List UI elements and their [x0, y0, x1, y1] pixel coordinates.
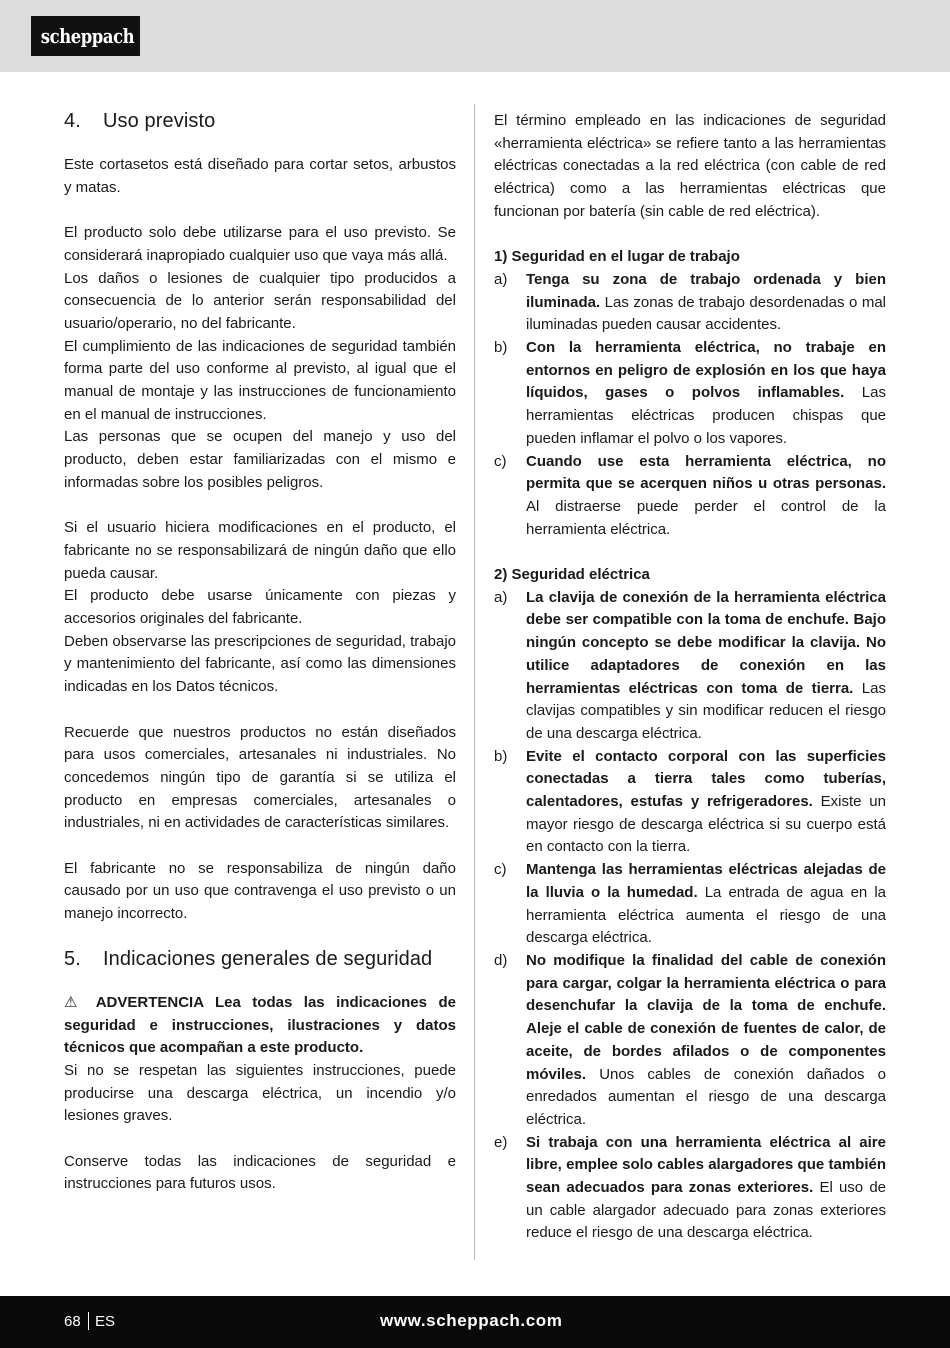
paragraph: Conserve todas las indicaciones de seguridad e instrucciones para futuros usos. — [64, 1152, 456, 1193]
right-column — [494, 110, 886, 1245]
list-item — [494, 950, 886, 1132]
paragraph: Recuerde que nuestros productos no están diseñados para usos comerciales, artesanales ni industriales. No concedemos ningún tipo de garantía si se utiliza el producto en empresas comerciales, artesanales o industriales, ni en actividades de características similares. — [64, 723, 456, 832]
item-label: e) — [494, 1133, 508, 1151]
paragraph: Este cortasetos está diseñado para cortar setos, arbustos y matas. — [64, 156, 456, 196]
paragraph: Si el usuario hiciera modificaciones en el producto, el fabricante no se responsabilizará de ningún daño que ello pueda causar. — [64, 519, 456, 582]
section-number: 4. — [64, 110, 81, 132]
paragraph: El término empleado en las indicaciones de seguridad «herramienta eléctrica» se refiere tanto a las herramientas eléctricas conectadas a la red eléctrica (con cable de red eléctrica) como a las herramientas eléctricas que funcionan por batería (sin cable de red eléctrica). — [494, 112, 886, 220]
item-text: Al distraerse puede perder el control de la herramienta eléctrica. — [526, 497, 886, 538]
item-label: c) — [494, 452, 507, 470]
list-item — [494, 746, 886, 860]
warning-text: ADVERTENCIA Lea todas las indicaciones de seguridad e instrucciones, ilustraciones y datos técnicos que acompañan a este producto. — [64, 993, 456, 1057]
item-text: Unos cables de conexión dañados o enredados aumentan el riesgo de una descarga eléctrica. — [526, 1065, 886, 1128]
item-bold: Con la herramienta eléctrica, no trabaje en entornos en peligro de explosión en los que haya líquidos, gases o polvos inflamables. — [526, 339, 886, 402]
item-label: a) — [494, 270, 508, 288]
item-label: b) — [494, 747, 508, 765]
list-electrical-safety — [494, 587, 886, 1245]
list-item — [494, 859, 886, 950]
section-title: Uso previsto — [103, 110, 216, 132]
paragraph: El producto debe usarse únicamente con piezas y accesorios originales del fabricante. — [64, 587, 456, 628]
website-link[interactable]: www.scheppach.com — [380, 1311, 563, 1330]
warning-paragraph — [64, 992, 456, 1060]
item-bold: Si trabaja con una herramienta eléctrica al aire libre, emplee solo cables alargadores que también sean adecuados para zonas exteriores. — [526, 1133, 886, 1197]
page-number: 68 — [64, 1313, 81, 1330]
section-4-heading — [64, 108, 456, 134]
section-5-heading — [64, 946, 456, 972]
language-code: ES — [95, 1313, 116, 1330]
subsection-heading: 2) Seguridad eléctrica — [494, 566, 650, 584]
item-label: c) — [494, 861, 507, 879]
list-workplace-safety — [494, 269, 886, 541]
item-bold: La clavija de conexión de la herramienta eléctrica debe ser compatible con la toma de enchufe. Bajo ningún concepto se debe modificar la clavija. No utilice adaptadores de conexión en las herramientas eléctricas con toma de tierra. — [526, 588, 886, 697]
warning-triangle-icon: ⚠ — [64, 993, 85, 1011]
item-text: La entrada de agua en la herramienta eléctrica aumenta el riesgo de una descarga eléctrica. — [526, 883, 886, 947]
section-title: Indicaciones generales de seguridad — [103, 947, 433, 970]
logo-text: scheppach — [40, 24, 135, 48]
item-text: Existe un mayor riesgo de descarga eléctrica si su cuerpo está en contacto con la tierra. — [526, 793, 886, 856]
list-item — [494, 451, 886, 542]
item-bold: Cuando use esta herramienta eléctrica, no permita que se acerquen niños u otras personas. — [526, 452, 886, 493]
paragraph: Las personas que se ocupen del manejo y uso del producto, deben estar familiarizadas con el mismo e informadas sobre los posibles peligros. — [64, 428, 456, 491]
scheppach-logo — [31, 16, 140, 56]
paragraph: El cumplimiento de las indicaciones de seguridad también forma parte del uso conforme al previsto, al igual que el manual de montaje y las instrucciones de funcionamiento en el manual de instrucciones. — [64, 337, 456, 423]
item-text: Las herramientas eléctricas producen chispas que pueden inflamar el polvo o los vapores. — [526, 384, 886, 447]
item-bold: Tenga su zona de trabajo ordenada y bien iluminada. — [526, 270, 886, 311]
paragraph: El fabricante no se responsabiliza de ningún daño causado por un uso que contravenga el uso previsto o un manejo incorrecto. — [64, 859, 456, 923]
list-item — [494, 269, 886, 337]
item-label: a) — [494, 588, 508, 606]
paragraph: Si no se respetan las siguientes instrucciones, puede producirse una descarga eléctrica, un incendio y/o lesiones graves. — [64, 1061, 456, 1125]
item-text: El uso de un cable alargador adecuado para zonas exteriores reduce el riesgo de una descarga eléctrica. — [526, 1179, 886, 1242]
item-bold: Evite el contacto corporal con las superficies conectadas a tierra tales como tuberías, calentadores, estufas y refrigeradores. — [526, 747, 886, 811]
page-header — [0, 0, 950, 72]
page-footer — [0, 1296, 950, 1348]
section-number: 5. — [64, 947, 81, 970]
footer-separator — [88, 1312, 89, 1330]
item-label: d) — [494, 951, 508, 969]
subsection-heading: 1) Seguridad en el lugar de trabajo — [494, 248, 740, 266]
item-bold: Mantenga las herramientas eléctricas alejadas de la lluvia o la humedad. — [526, 861, 886, 901]
item-label: b) — [494, 339, 508, 357]
column-divider — [474, 104, 475, 1260]
item-text: Las zonas de trabajo desordenadas o mal iluminadas pueden causar accidentes. — [526, 293, 886, 334]
list-item — [494, 1132, 886, 1246]
list-item — [494, 587, 886, 746]
left-column — [64, 108, 456, 1196]
list-item — [494, 337, 886, 451]
paragraph: Los daños o lesiones de cualquier tipo producidos a consecuencia de lo anterior serán responsabilidad del usuario/operario, no del fabricante. — [64, 269, 456, 332]
paragraph: El producto solo debe utilizarse para el uso previsto. Se considerará inapropiado cualquier uso que vaya más allá. — [64, 224, 456, 264]
paragraph: Deben observarse las prescripciones de seguridad, trabajo y mantenimiento del fabricante, así como las dimensiones indicadas en los Datos técnicos. — [64, 632, 456, 696]
item-bold: No modifique la finalidad del cable de conexión para cargar, colgar la herramienta eléctrica o para desenchufar la clavija de la toma de enchufe. Aleje el cable de conexión de fuentes de calor, de aceite, de bordes afilados o de componentes móviles. — [526, 951, 886, 1083]
item-text: Las clavijas compatibles y sin modificar reducen el riesgo de una descarga eléctrica. — [526, 679, 886, 742]
